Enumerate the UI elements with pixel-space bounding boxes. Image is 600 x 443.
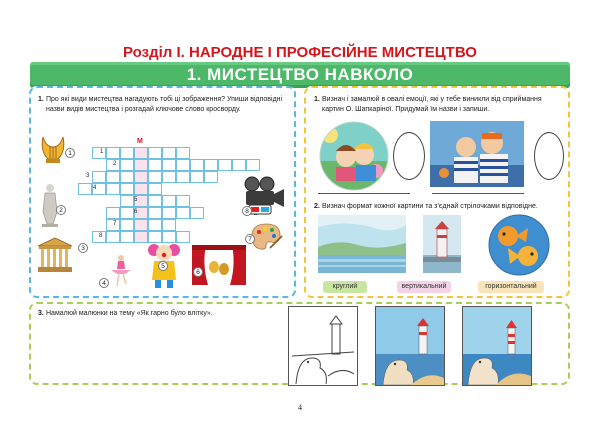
theatre-curtain-picture [192, 245, 246, 285]
crossword-cell[interactable] [92, 171, 106, 183]
task-right1-text: Визнач і замалюй в овалі емоції, які у тебе виникли від сприймання картин О. Шапкаріної. Придумай їм назви і запиши. [322, 96, 542, 113]
crossword-key-cell[interactable] [134, 171, 148, 183]
lyre-picture [38, 133, 68, 167]
round-painting-children [318, 121, 390, 191]
crossword-cell[interactable] [148, 183, 162, 195]
crossword-cell[interactable] [162, 159, 176, 171]
crossword-cell[interactable] [204, 171, 218, 183]
crossword-cell[interactable] [176, 159, 190, 171]
crossword-cell[interactable] [176, 195, 190, 207]
crossword-cell[interactable] [92, 147, 106, 159]
lesson-title: 1. МИСТЕЦТВО НАВКОЛО [186, 65, 414, 84]
crossword-key-cell[interactable] [134, 219, 148, 231]
crossword-row-number: 1 [100, 149, 104, 155]
format-label-round[interactable]: круглий [323, 281, 367, 293]
crossword-key-cell[interactable] [134, 183, 148, 195]
crossword-cell[interactable] [120, 207, 134, 219]
task-right1 [314, 95, 562, 114]
crossword-cell[interactable] [232, 159, 246, 171]
lesson-banner [30, 62, 570, 88]
picture-tag: 2 [56, 205, 66, 215]
picture-tag: 6 [193, 267, 203, 277]
crossword-cell[interactable] [120, 147, 134, 159]
crossword-cell[interactable] [162, 207, 176, 219]
picture-tag: 1 [65, 148, 75, 158]
crossword-cell[interactable] [120, 183, 134, 195]
vertical-painting [423, 215, 461, 273]
crossword-cell[interactable] [162, 171, 176, 183]
crossword-cell[interactable] [120, 231, 134, 243]
picture-tag: 8 [242, 206, 252, 216]
crossword-cell[interactable] [106, 147, 120, 159]
crossword-row-number: 6 [134, 209, 138, 215]
round-painting-fish [488, 214, 550, 276]
crossword-row-number: 5 [134, 197, 138, 203]
crossword-cell[interactable] [176, 171, 190, 183]
crossword-cell[interactable] [190, 207, 204, 219]
format-label-vertical[interactable]: вертикальний [397, 281, 451, 293]
crossword-cell[interactable] [162, 219, 176, 231]
crossword-cell[interactable] [148, 195, 162, 207]
task1-number: 1. [38, 96, 44, 103]
section-title: Розділ І. НАРОДНЕ І ПРОФЕСІЙНЕ МИСТЕЦТВО [123, 44, 477, 61]
task-right2-text: Визнач формат кожної картини та з’єднай стрілочками відповідне. [322, 203, 538, 210]
picture-tag: 5 [158, 261, 168, 271]
crossword-row-number: 4 [93, 185, 97, 191]
crossword-cell[interactable] [148, 147, 162, 159]
crossword-cell[interactable] [218, 159, 232, 171]
picture-tag: 3 [78, 243, 88, 253]
crossword-key-cell[interactable] [134, 159, 148, 171]
ballerina-picture [108, 253, 132, 289]
crossword-cell[interactable] [120, 159, 134, 171]
picture-tag: 4 [99, 278, 109, 288]
crossword-cell[interactable] [106, 171, 120, 183]
crossword-row-number: 2 [113, 161, 117, 167]
task3-number: 3. [38, 310, 44, 317]
task3-text: Намалюй малюнки на тему «Як гарно було влітку». [46, 310, 213, 317]
emotion-oval[interactable] [534, 132, 564, 180]
emotion-oval[interactable] [393, 132, 425, 180]
crossword-cell[interactable] [78, 183, 92, 195]
crossword-cell[interactable] [204, 159, 218, 171]
task-right2-number: 2. [314, 203, 320, 210]
crossword-cell[interactable] [190, 159, 204, 171]
painting-sailors [430, 121, 524, 187]
colored-sample-picture-2 [462, 306, 532, 386]
crossword-cell[interactable] [190, 171, 204, 183]
crossword-cell[interactable] [246, 159, 260, 171]
picture-tag: 7 [245, 234, 255, 244]
horizontal-painting [318, 215, 406, 273]
crossword-row-number: 7 [113, 221, 117, 227]
crossword-cell[interactable] [162, 147, 176, 159]
crossword-cell[interactable] [120, 219, 134, 231]
crossword-cell[interactable] [148, 171, 162, 183]
task-right2 [314, 202, 562, 212]
crossword-cell[interactable] [148, 219, 162, 231]
crossword-cell[interactable] [176, 147, 190, 159]
crossword-cell[interactable] [106, 207, 120, 219]
answer-line[interactable] [432, 193, 524, 194]
colored-sample-picture-1 [375, 306, 445, 386]
answer-line[interactable] [318, 193, 410, 194]
task3 [38, 309, 286, 319]
crossword-key-cell[interactable] [134, 147, 148, 159]
crossword-cell[interactable] [120, 195, 134, 207]
task1-text: Про які види мистецтва нагадують тобі ці зображення? Упиши відповідні назви видів мистецтва і розгадай ключове слово кросворду. [46, 96, 283, 113]
crossword-row-number: 3 [86, 173, 90, 179]
coloring-outline-picture [288, 306, 358, 386]
page-number: 4 [298, 403, 302, 412]
crossword-cell[interactable] [106, 183, 120, 195]
crossword-cell[interactable] [106, 231, 120, 243]
crossword-cell[interactable] [148, 207, 162, 219]
crossword-cell[interactable] [162, 195, 176, 207]
crossword-row-number: 8 [99, 233, 103, 239]
format-label-horizontal[interactable]: горизонтальний [478, 281, 544, 293]
task1 [38, 95, 286, 114]
temple-picture [36, 236, 74, 274]
crossword-cell[interactable] [148, 159, 162, 171]
crossword-cell[interactable] [120, 171, 134, 183]
crossword-cell[interactable] [176, 207, 190, 219]
task-right1-number: 1. [314, 96, 320, 103]
crossword-key-letter: М [137, 138, 143, 145]
